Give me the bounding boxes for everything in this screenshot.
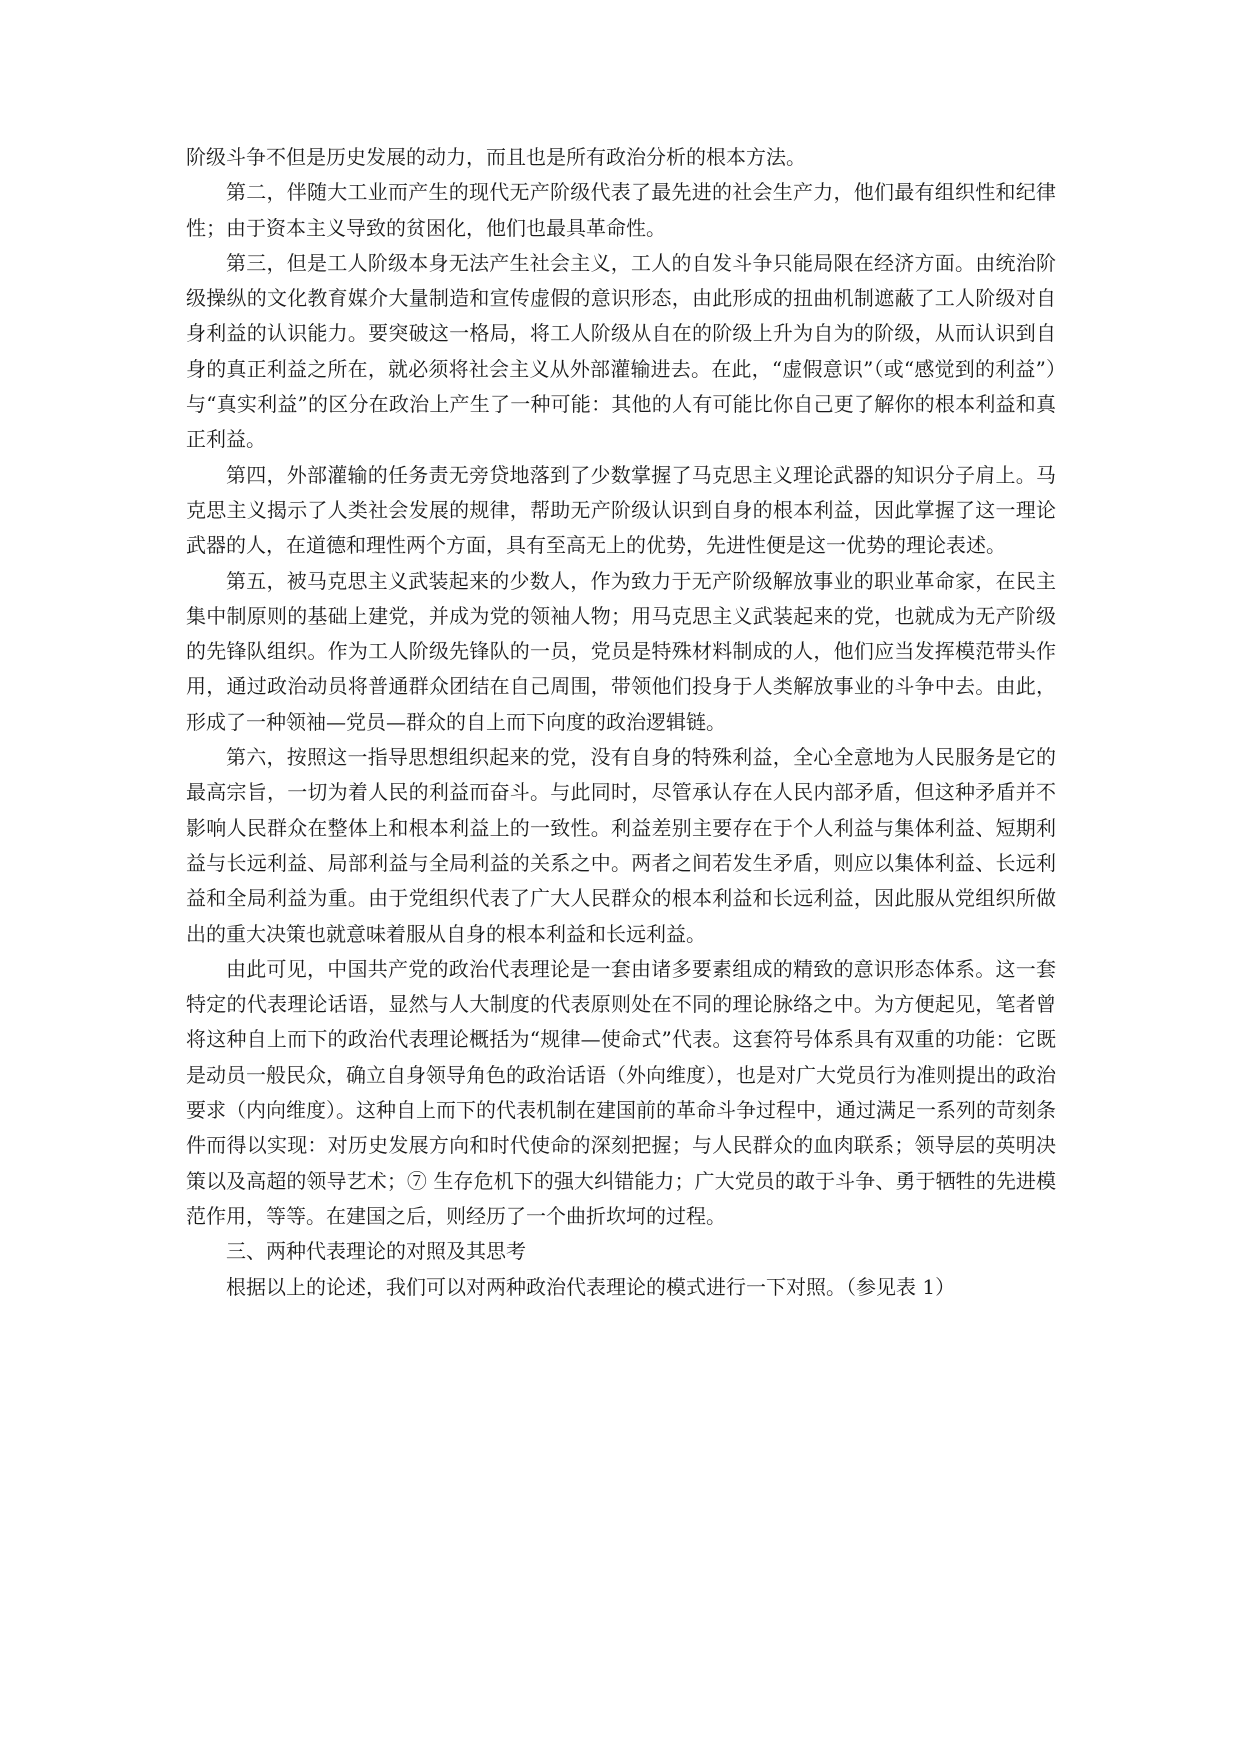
paragraph-closing: 根据以上的论述，我们可以对两种政治代表理论的模式进行一下对照。（参见表 1） [226,1274,956,1299]
paragraph-third: 第三，但是工人阶级本身无法产生社会主义，工人的自发斗争只能局限在经济方面。由统治阶级操纵的文化教育媒介大量制造和宣传虚假的意识形态，由此形成的扭曲机制遮蔽了工人阶级对自身利益的认识能力。要突破这一格局，将工人阶级从自在的阶级上升为自为的阶级，从而认识到自身的真正利益之所在，就必须将社会主义从外部灌输进去。在此，“虚假意识”（或“感觉到的利益”）与“真实利益”的区分在政治上产生了一种可能：其他的人有可能比你自己更了解你的根本利益和真正利益。 [186,250,1056,452]
paragraph-fourth: 第四，外部灌输的任务责无旁贷地落到了少数掌握了马克思主义理论武器的知识分子肩上。马克思主义揭示了人类社会发展的规律，帮助无产阶级认识到自身的根本利益，因此掌握了这一理论武器的人，在道德和理性两个方面，具有至高无上的优势，先进性便是这一优势的理论表述。 [186,462,1056,558]
paragraph-second: 第二，伴随大工业而产生的现代无产阶级代表了最先进的社会生产力，他们最有组织性和纪律性；由于资本主义导致的贫困化，他们也最具革命性。 [186,180,1056,240]
document-page [186,140,1056,1305]
paragraph-summary: 由此可见，中国共产党的政治代表理论是一套由诸多要素组成的精致的意识形态体系。这一套特定的代表理论话语，显然与人大制度的代表原则处在不同的理论脉络之中。为方便起见，笔者曾将这种自上而下的政治代表理论概括为“规律—使命式”代表。这套符号体系具有双重的功能：它既是动员一般民众，确立自身领导角色的政治话语（外向维度），也是对广大党员行为准则提出的政治要求（内向维度）。这种自上而下的代表机制在建国前的革命斗争过程中，通过满足一系列的苛刻条件而得以实现：对历史发展方向和时代使命的深刻把握；与人民群众的血肉联系；领导层的英明决策以及高超的领导艺术；⑦ 生存危机下的强大纠错能力；广大党员的敢于斗争、勇于牺牲的先进模范作用，等等。在建国之后，则经历了一个曲折坎坷的过程。 [186,956,1056,1228]
paragraph-sixth: 第六，按照这一指导思想组织起来的党，没有自身的特殊利益，全心全意地为人民服务是它的最高宗旨，一切为着人民的利益而奋斗。与此同时，尽管承认存在人民内部矛盾，但这种矛盾并不影响人民群众在整体上和根本利益上的一致性。利益差别主要存在于个人利益与集体利益、短期利益与长远利益、局部利益与全局利益的关系之中。两者之间若发生矛盾，则应以集体利益、长远利益和全局利益为重。由于党组织代表了广大人民群众的根本利益和长远利益，因此服从党组织所做出的重大决策也就意味着服从自身的根本利益和长远利益。 [186,745,1056,946]
paragraph-fifth: 第五，被马克思主义武装起来的少数人，作为致力于无产阶级解放事业的职业革命家，在民主集中制原则的基础上建党，并成为党的领袖人物；用马克思主义武装起来的党，也就成为无产阶级的先锋队组织。作为工人阶级先锋队的一员，党员是特殊材料制成的人，他们应当发挥模范带头作用，通过政治动员将普通群众团结在自己周围，带领他们投身于人类解放事业的斗争中去。由此，形成了一种领袖—党员—群众的自上而下向度的政治逻辑链。 [186,568,1056,734]
section-heading: 三、两种代表理论的对照及其思考 [226,1239,526,1264]
paragraph-continuation: 阶级斗争不但是历史发展的动力，而且也是所有政治分析的根本方法。 [186,145,806,169]
